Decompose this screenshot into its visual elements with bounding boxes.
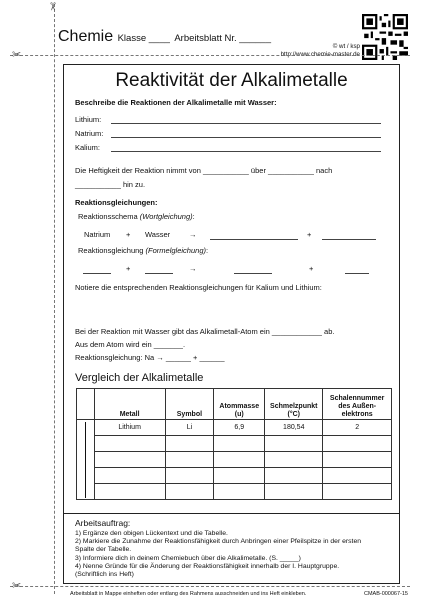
word-product-1-line[interactable] bbox=[210, 239, 298, 240]
electron-sentence: Bei der Reaktion mit Wasser gibt das Alkalimetall-Atom ein ____________ ab. bbox=[75, 327, 335, 336]
table-cell[interactable] bbox=[94, 452, 165, 468]
header-credits bbox=[281, 43, 360, 59]
formula-equation-arrow: → bbox=[189, 264, 197, 273]
table-cell: Li bbox=[165, 420, 214, 436]
assignment-heading: Arbeitsauftrag: bbox=[75, 518, 131, 528]
class-label: Klasse ____ bbox=[117, 33, 170, 44]
intensity-sentence-line2: ___________ hin zu. bbox=[75, 180, 146, 189]
table-cell: 2 bbox=[323, 420, 392, 436]
table-cell[interactable] bbox=[265, 484, 323, 500]
table-cell[interactable] bbox=[323, 452, 392, 468]
table-cell[interactable] bbox=[265, 436, 323, 452]
reactivity-arrow-cell[interactable] bbox=[77, 420, 95, 500]
formula-equation-plus: + bbox=[126, 264, 131, 273]
kalium-label: Kalium: bbox=[75, 143, 101, 152]
assignment-list bbox=[75, 530, 361, 579]
table-cell: Lithium bbox=[94, 420, 165, 436]
table-cell: 6,9 bbox=[214, 420, 265, 436]
lithium-answer-line[interactable] bbox=[111, 123, 381, 124]
list-item: 3) Informiere dich in deinem Chemiebuch über die Alkalimetalle. (S. _____) bbox=[75, 554, 301, 562]
column-header: Schalennummer des Außen-elektrons bbox=[323, 389, 392, 420]
list-item: Spalte der Tabelle. bbox=[75, 546, 132, 554]
table-header-row bbox=[77, 389, 392, 420]
header-title bbox=[58, 28, 271, 46]
column-header: Atommasse (u) bbox=[214, 389, 265, 420]
table-cell[interactable] bbox=[323, 436, 392, 452]
reactivity-arrow-shaft bbox=[85, 422, 87, 498]
worksheet-frame bbox=[63, 64, 400, 584]
subject-label: Chemie bbox=[58, 28, 114, 45]
table-row bbox=[77, 436, 392, 452]
table-row bbox=[77, 420, 392, 436]
word-equation-sodium: Natrium bbox=[84, 230, 111, 239]
comparison-heading: Vergleich der Alkalimetalle bbox=[75, 372, 204, 384]
equations-heading: Reaktionsgleichungen: bbox=[75, 198, 158, 207]
list-item: (Schriftlich ins Heft) bbox=[75, 571, 134, 579]
list-item: 4) Nenne Gründe für die Änderung der Reaktionsfähigkeit innerhalb der I. Hauptgruppe. bbox=[75, 562, 340, 570]
word-equation-arrow: → bbox=[189, 230, 197, 239]
arrow-column-header bbox=[77, 389, 95, 420]
table-cell[interactable] bbox=[165, 468, 214, 484]
kalium-answer-line[interactable] bbox=[111, 151, 381, 152]
copyright-text: © wt / ksp bbox=[332, 43, 360, 50]
footer-code: CMAB-000067-15 bbox=[363, 591, 408, 597]
formula-product-1-line[interactable] bbox=[234, 273, 272, 274]
sheet-number-label: Arbeitsblatt Nr. ______ bbox=[174, 33, 271, 44]
table-cell[interactable] bbox=[165, 436, 214, 452]
word-equation-plus: + bbox=[307, 230, 312, 239]
scissors-icon: ✂ bbox=[46, 1, 59, 12]
worksheet-title: Reaktivität der Alkalimetalle bbox=[115, 70, 348, 91]
column-header: Schmelzpunkt (°C) bbox=[265, 389, 323, 420]
scissors-icon: ✂ bbox=[12, 49, 22, 61]
table-cell[interactable] bbox=[323, 468, 392, 484]
table-cell[interactable] bbox=[165, 484, 214, 500]
table-row bbox=[77, 484, 392, 500]
natrium-answer-line[interactable] bbox=[111, 137, 381, 138]
word-equation-label: Reaktionsschema (Wortgleichung): bbox=[78, 212, 195, 221]
qr-code-icon bbox=[362, 14, 408, 60]
formula-reactant-2-line[interactable] bbox=[145, 273, 173, 274]
list-item: 1) Ergänze den obigen Lückentext und die Tabelle. bbox=[75, 530, 228, 537]
table-cell[interactable] bbox=[265, 452, 323, 468]
footer-instruction: Arbeitsblatt in Mappe einheften oder entlang des Rahmens ausschneiden und ins Heft einkleben. bbox=[70, 591, 307, 597]
table-row bbox=[77, 468, 392, 484]
cut-line-left bbox=[54, 4, 55, 594]
cut-line-top bbox=[10, 55, 410, 56]
column-header: Metall bbox=[94, 389, 165, 420]
cut-line-bottom bbox=[10, 586, 410, 587]
intensity-sentence-line1: Die Heftigkeit der Reaktion nimmt von ___________ über ___________ nach bbox=[75, 166, 333, 175]
table-cell[interactable] bbox=[323, 484, 392, 500]
table-cell[interactable] bbox=[94, 436, 165, 452]
website-url: http://www.chemie-master.de bbox=[280, 51, 360, 58]
table-cell[interactable] bbox=[214, 452, 265, 468]
lithium-label: Lithium: bbox=[75, 115, 102, 124]
formula-equation-label: Reaktionsgleichung (Formelgleichung): bbox=[78, 246, 209, 255]
table-cell: 180,54 bbox=[265, 420, 323, 436]
table-cell[interactable] bbox=[94, 484, 165, 500]
table-cell[interactable] bbox=[165, 452, 214, 468]
list-item: 2) Markiere die Zunahme der Reaktionsfähigkeit durch Anbringen einer Pfeilspitze in der ersten bbox=[75, 538, 362, 546]
comparison-table bbox=[76, 388, 392, 500]
formula-reactant-1-line[interactable] bbox=[83, 273, 111, 274]
task-reactions-heading: Beschreibe die Reaktionen der Alkalimetalle mit Wasser: bbox=[75, 98, 277, 107]
scissors-icon: ✂ bbox=[12, 580, 22, 592]
table-cell[interactable] bbox=[214, 436, 265, 452]
word-equation-water: Wasser bbox=[145, 230, 171, 239]
formula-product-2-line[interactable] bbox=[345, 273, 369, 274]
table-cell[interactable] bbox=[265, 468, 323, 484]
table-cell[interactable] bbox=[214, 468, 265, 484]
ion-sentence: Aus dem Atom wird ein _______. bbox=[75, 340, 186, 349]
word-equation-plus: + bbox=[126, 230, 131, 239]
table-row bbox=[77, 452, 392, 468]
table-cell[interactable] bbox=[214, 484, 265, 500]
natrium-label: Natrium: bbox=[75, 129, 104, 138]
formula-equation-plus: + bbox=[309, 264, 314, 273]
ion-equation: Reaktionsgleichung: Na → ______ + ______ bbox=[75, 353, 225, 362]
note-instruction: Notiere die entsprechenden Reaktionsgleichungen für Kalium und Lithium: bbox=[75, 283, 322, 292]
word-product-2-line[interactable] bbox=[322, 239, 376, 240]
assignment-divider bbox=[63, 513, 400, 514]
table-cell[interactable] bbox=[94, 468, 165, 484]
column-header: Symbol bbox=[165, 389, 214, 420]
